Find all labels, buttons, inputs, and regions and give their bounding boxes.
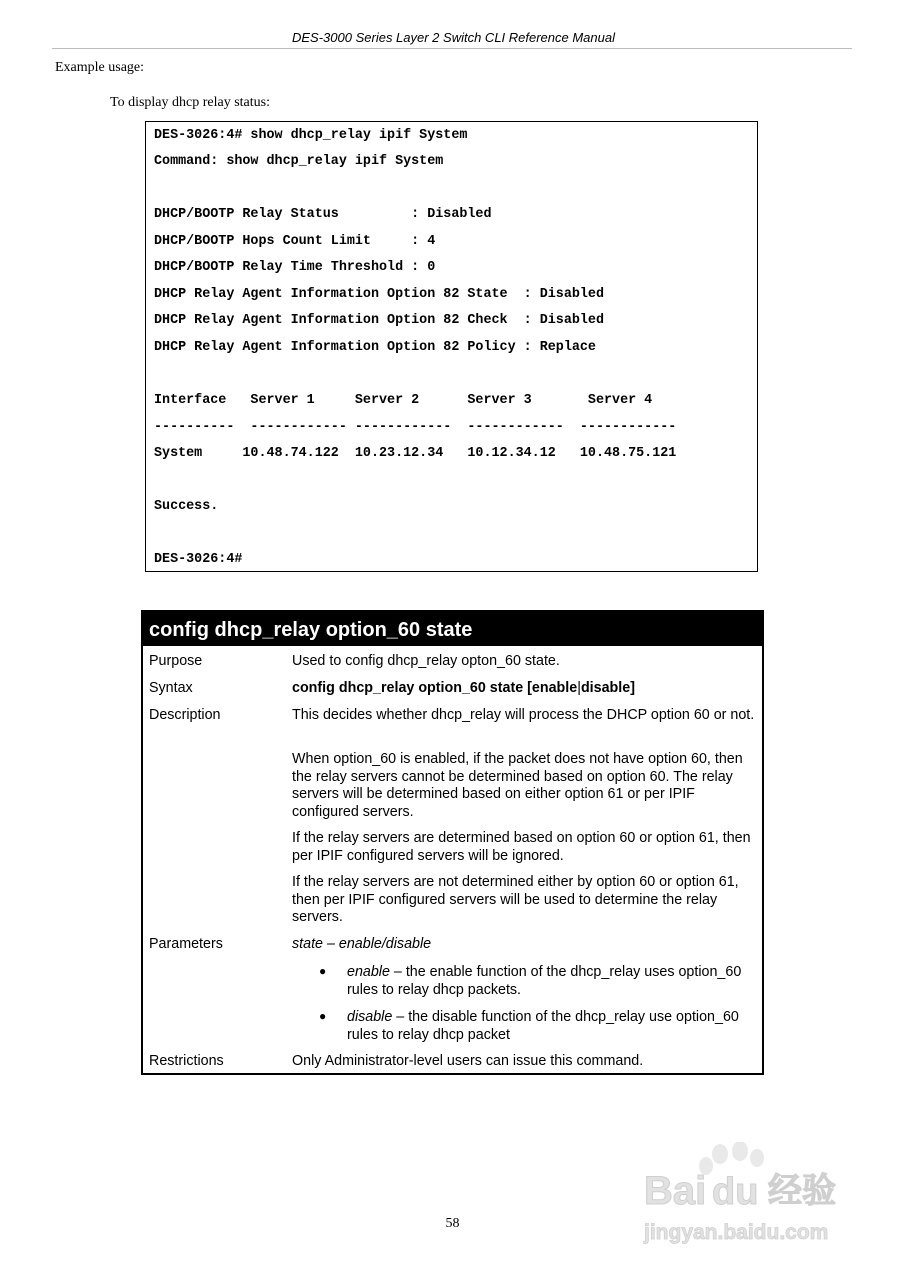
code-line: DHCP Relay Agent Information Option 82 Check : Disabled (154, 313, 604, 328)
syntax-command: config dhcp_relay option_60 state [enable (292, 680, 578, 696)
code-line: DHCP/BOOTP Hops Count Limit : 4 (154, 234, 436, 249)
description-paragraph: If the relay servers are not determined either by option 60 or option 61, then per IPIF configured servers will be used to determine the relay servers. (292, 874, 739, 925)
watermark-brand-du: du (712, 1171, 759, 1213)
parameter-name: enable (347, 964, 390, 980)
example-description: To display dhcp relay status: (110, 95, 270, 110)
syntax-command-end: disable] (580, 680, 635, 696)
cli-output-box (145, 121, 758, 572)
page-header: DES-3000 Series Layer 2 Switch CLI Reference Manual (292, 30, 615, 45)
bullet-icon: ● (319, 1009, 327, 1023)
code-line: DES-3026:4# show dhcp_relay ipif System (154, 128, 468, 143)
watermark-cn: 经验 (768, 1171, 836, 1211)
code-line: System 10.48.74.122 10.23.12.34 10.12.34.12 10.48.75.121 (154, 446, 677, 461)
description-paragraph: If the relay servers are determined based on option 60 or option 61, then per IPIF configured servers will be ignored. (292, 830, 751, 864)
code-line: Success. (154, 499, 219, 514)
syntax-separator: | (577, 680, 581, 696)
syntax-value (292, 680, 758, 698)
parameter-name: disable (347, 1009, 393, 1025)
parameters-label: Parameters (149, 936, 223, 952)
code-line: DHCP/BOOTP Relay Status : Disabled (154, 207, 492, 222)
purpose-label: Purpose (149, 653, 203, 669)
description-label: Description (149, 707, 221, 723)
parameter-item (347, 1009, 747, 1044)
baidu-jingyan-watermark (640, 1142, 855, 1247)
restrictions-value: Only Administrator-level users can issue this command. (292, 1053, 644, 1069)
example-usage-label: Example usage: (55, 60, 145, 75)
parameter-item (347, 964, 747, 999)
watermark-url: jingyan.baidu.com (644, 1221, 829, 1244)
page-number: 58 (445, 1216, 460, 1231)
bullet-icon: ● (319, 964, 327, 978)
description-paragraph: When option_60 is enabled, if the packet does not have option 60, then the relay servers cannot be determined based on option 60. The relay servers will be determined based on either option 61 or per IPIF configured servers. (292, 751, 743, 820)
code-line: ---------- ------------ ------------ ------------ ------------ (154, 420, 677, 435)
parameter-text: – the disable function of the dhcp_relay use option_60 rules to relay dhcp packet (347, 1009, 739, 1043)
restrictions-label: Restrictions (149, 1053, 224, 1069)
description-paragraph: This decides whether dhcp_relay will process the DHCP option 60 or not. (292, 707, 755, 723)
command-table (141, 610, 764, 1075)
purpose-value: Used to config dhcp_relay opton_60 state. (292, 653, 560, 669)
code-line: DHCP Relay Agent Information Option 82 Policy : Replace (154, 340, 596, 355)
parameter-text: – the enable function of the dhcp_relay uses option_60 rules to relay dhcp packets. (347, 964, 742, 998)
syntax-label: Syntax (149, 680, 193, 696)
code-line: Interface Server 1 Server 2 Server 3 Server 4 (154, 393, 653, 408)
code-line: DHCP/BOOTP Relay Time Threshold : 0 (154, 260, 436, 275)
parameters-heading: state – enable/disable (292, 936, 432, 952)
watermark-brand: Bai (644, 1169, 707, 1213)
command-title: config dhcp_relay option_60 state (143, 612, 762, 646)
code-line: Command: show dhcp_relay ipif System (154, 154, 444, 169)
code-line: DHCP Relay Agent Information Option 82 State : Disabled (154, 287, 604, 302)
header-rule (52, 48, 852, 49)
code-line: DES-3026:4# (154, 552, 243, 567)
